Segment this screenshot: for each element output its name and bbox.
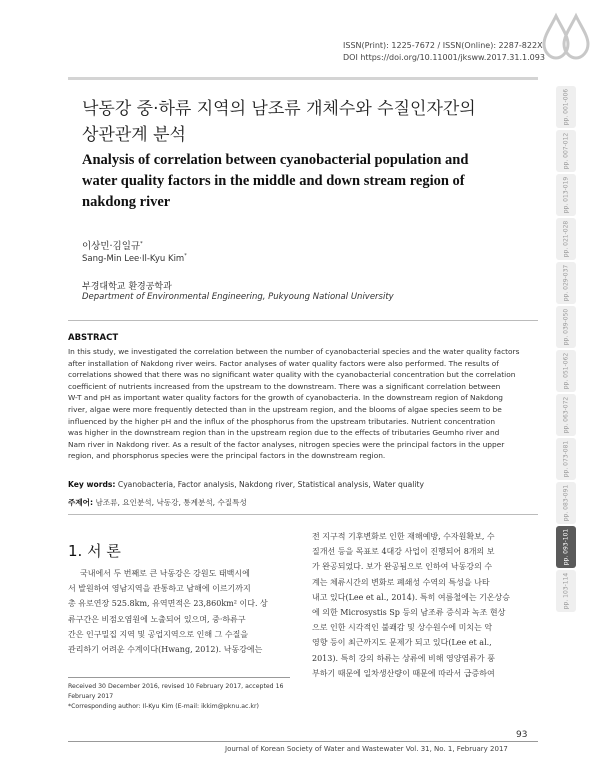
authors-korean — [82, 238, 143, 252]
abstract-line: W-T and pH as important water quality factors for the growth of cyanobacteria. In the downstream region of Nakdong — [68, 393, 503, 403]
page-range-tab[interactable]: pp. 073-081 — [556, 438, 576, 480]
authors-korean-names: 이상민·김일규 — [82, 241, 141, 252]
body-line: 내고 있다(Lee et al., 2014). 특히 여름철에는 기온상승 — [312, 592, 511, 602]
page-range-tab[interactable]: pp. 021-028 — [556, 218, 576, 260]
title-english-line: nakdong river — [82, 194, 171, 210]
abstract-line: river, algae were more frequently detected than in the upstream region, and the blooms of algae species seem to be — [68, 404, 502, 414]
body-line: 총 유로연장 525.8km, 유역면적은 23,860km² 이다. 상 — [68, 599, 268, 609]
body-line: 간은 인구밀집 지역 및 공업지역으로 인해 그 수질을 — [68, 629, 249, 639]
keywords-korean-label: 주제어: — [68, 498, 94, 507]
affiliation-korean: 부경대학교 환경공학과 — [82, 282, 172, 292]
doi-text: DOI https://doi.org/10.11001/jksww.2017.31.1.093 — [343, 53, 545, 62]
title-top-rule — [68, 77, 538, 80]
footnote-received: Received 30 December 2016, revised 10 February 2017, accepted 16 February 2017 — [68, 683, 284, 700]
title-korean-line: 상관관계 분석 — [82, 125, 186, 145]
body-line: 전 지구적 기후변화로 인한 재해예방, 수자원확보, 수 — [312, 532, 495, 541]
page-range-tab[interactable]: pp. 029-037 — [556, 262, 576, 304]
journal-identifiers — [343, 40, 545, 64]
body-line: 에 의한 Microsystis Sp 등의 남조류 증식과 녹조 현상 — [312, 608, 506, 618]
keywords-english — [68, 480, 538, 489]
footer-rule — [68, 741, 538, 742]
title-korean — [82, 96, 532, 148]
body-line: 계는 체류시간의 변화로 폐쇄성 수역의 특성을 나타 — [312, 577, 490, 587]
body-line: 부하기 때문에 일차생산량이 때문에 따라서 급증하여 — [312, 668, 495, 678]
title-english — [82, 150, 532, 213]
affiliation-english: Department of Environmental Engineering, Pukyoung National University — [82, 292, 394, 302]
keywords-korean-list: 남조류, 요인분석, 낙동강, 통계분석, 수질특성 — [95, 498, 247, 507]
authors-english — [82, 253, 187, 264]
section-title-introduction: 1. 서 론 — [68, 542, 121, 560]
title-english-line: water quality factors in the middle and down stream region of — [82, 173, 465, 189]
abstract-line: after installation of Nakdong river weirs. Factor analyses of water quality factors were also performed. The results of — [68, 358, 499, 368]
abstract-line: correlations showed that there was no significant water quality with the cyanobacterial concentration but the correlation — [68, 370, 516, 380]
page-range-tab-active[interactable]: pp. 093-101 — [556, 526, 576, 568]
footnote-rule — [68, 677, 290, 678]
body-line: 질개선 등을 목표로 4대강 사업이 진행되어 8개의 보 — [312, 547, 495, 557]
body-line: 서 발원하여 영남지역을 관통하고 남해에 이르기까지 — [68, 584, 251, 594]
keywords-korean — [68, 497, 538, 508]
keywords-english-label: Key words: — [68, 480, 116, 489]
abstract-line: region, and phorsphorus species were the principal factors in the downstream region. — [68, 451, 386, 461]
journal-logo-icon — [540, 12, 592, 60]
page-range-tab[interactable]: pp. 103-114 — [556, 570, 576, 612]
page-range-tab[interactable]: pp. 013-019 — [556, 174, 576, 216]
body-line: 국내에서 두 번째로 큰 낙동강은 강원도 태백시에 — [80, 569, 250, 578]
body-line: 가 완공되었다. 보가 완공됨으로 인하여 낙동강의 수 — [312, 562, 493, 572]
page-range-tab[interactable]: pp. 001-006 — [556, 86, 576, 128]
footnote — [68, 682, 298, 712]
title-english-line: Analysis of correlation between cyanobacterial population and — [82, 152, 469, 168]
issn-text: ISSN(Print): 1225-7672 / ISSN(Online): 2287-822X — [343, 41, 543, 50]
abstract-line: was higher in the downstream region than in the upstream region due to the effects of tributaries Geumho river and — [68, 428, 500, 438]
footnote-corresponding: *Corresponding author: Il-Kyu Kim (E-mail: ikkim@pknu.ac.kr) — [68, 703, 259, 710]
body-line: 관리하기 어려운 수계이다(Hwang, 2012). 낙동강에는 — [68, 645, 263, 655]
abstract-top-rule — [68, 320, 538, 321]
page-range-tab[interactable]: pp. 039-050 — [556, 306, 576, 348]
abstract-line: influenced by the higher pH and the influx of the phosphorus from the upstream tributaries. Nutrient concentration — [68, 416, 496, 426]
corresponding-mark: * — [184, 253, 187, 259]
keywords-english-list: Cyanobacteria, Factor analysis, Nakdong river, Statistical analysis, Water quality — [117, 480, 424, 489]
body-line: 류구간은 비점오염원에 노출되어 있으며, 중·하류구 — [68, 614, 246, 624]
page-range-tab[interactable]: pp. 063-072 — [556, 394, 576, 436]
body-left-column — [68, 566, 290, 657]
title-korean-line: 낙동강 중·하류 지역의 남조류 개체수와 수질인자간의 — [82, 99, 476, 119]
abstract-line: In this study, we investigated the correlation between the number of cyanobacterial species and the water quality factors — [68, 347, 520, 356]
page-range-tab[interactable]: pp. 083-091 — [556, 482, 576, 524]
body-right-column — [312, 529, 536, 681]
corresponding-mark: * — [140, 240, 143, 247]
abstract-bottom-rule — [68, 514, 538, 515]
page-range-tab[interactable]: pp. 051-062 — [556, 350, 576, 392]
body-line: 으로 인한 시각적인 불쾌감 및 상수원수에 미치는 악 — [312, 623, 493, 633]
footer-journal-citation: Journal of Korean Society of Water and Wastewater Vol. 31, No. 1, February 2017 — [225, 745, 508, 753]
authors-english-names: Sang-Min Lee·Il-Kyu Kim — [82, 253, 185, 264]
abstract-body — [68, 346, 538, 462]
page-range-tab[interactable]: pp. 007-012 — [556, 130, 576, 172]
abstract-line: coefficient of nutrients increased from the upstream to the downstream. There was a significant correlation between — [68, 381, 501, 391]
body-line: 2013). 특히 강의 하류는 상류에 비해 영양염류가 풍 — [312, 653, 495, 663]
page-number: 93 — [516, 730, 528, 740]
body-line: 영향 등이 최근까지도 문제가 되고 있다(Lee et al., — [312, 638, 492, 648]
abstract-heading: ABSTRACT — [68, 333, 119, 343]
abstract-line: Nam river in Nakdong river. As a result of the factor analyses, nitrogen species were the principal factors in the upper — [68, 439, 505, 449]
